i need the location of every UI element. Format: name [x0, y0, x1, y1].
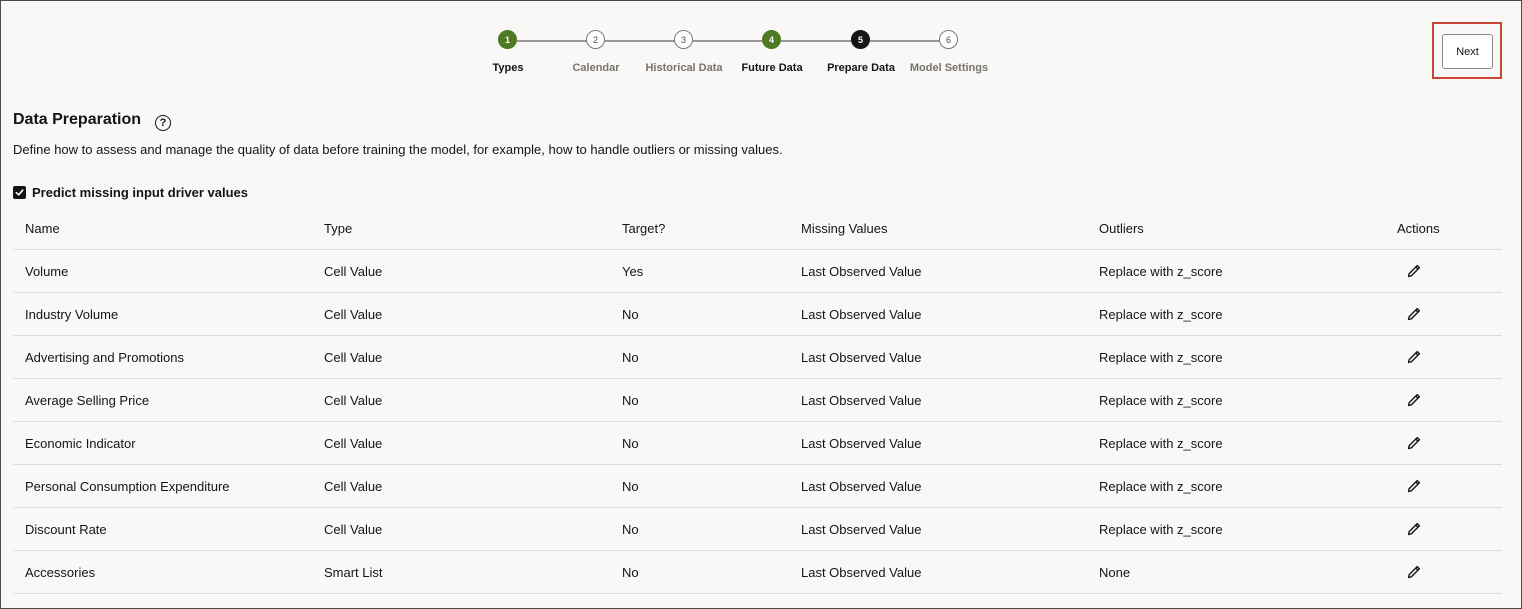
step-1-label[interactable]: Types [492, 62, 524, 74]
table-row [13, 335, 1502, 378]
cell-target: No [622, 392, 639, 408]
cell-missing-values: Last Observed Value [801, 349, 922, 365]
cell-outliers: Replace with z_score [1099, 263, 1223, 279]
column-header-outliers: Outliers [1099, 220, 1144, 236]
cell-target: No [622, 478, 639, 494]
step-5-marker[interactable]: 5 [851, 30, 870, 49]
page-description: Define how to assess and manage the quality of data before training the model, for example, how to handle outliers or missing values. [13, 142, 783, 157]
cell-outliers: Replace with z_score [1099, 521, 1223, 537]
checkmark-icon [15, 188, 24, 197]
table-row [13, 507, 1502, 550]
cell-missing-values: Last Observed Value [801, 263, 922, 279]
cell-name: Advertising and Promotions [25, 349, 184, 365]
cell-name: Economic Indicator [25, 435, 136, 451]
column-header-type: Type [324, 220, 353, 236]
cell-type: Smart List [324, 564, 383, 580]
predict-missing-checkbox-row[interactable] [13, 185, 248, 200]
step-2-marker[interactable]: 2 [586, 30, 605, 49]
cell-target: No [622, 564, 639, 580]
cell-outliers: None [1099, 564, 1131, 580]
cell-name: Discount Rate [25, 521, 107, 537]
page-title: Data Preparation [13, 111, 142, 128]
step-3-marker[interactable]: 3 [674, 30, 693, 49]
table-row [13, 292, 1502, 335]
cell-target: No [622, 435, 639, 451]
cell-name: Industry Volume [25, 306, 119, 322]
next-button[interactable]: Next [1442, 34, 1493, 69]
pencil-icon[interactable] [1406, 349, 1422, 365]
column-header-actions: Actions [1397, 220, 1440, 236]
cell-target: No [622, 349, 639, 365]
step-5-label[interactable]: Prepare Data [827, 62, 895, 74]
step-connector [693, 40, 763, 42]
pencil-icon[interactable] [1406, 306, 1422, 322]
predict-missing-checkbox[interactable] [13, 186, 26, 199]
table-row [13, 249, 1502, 292]
table-row [13, 550, 1502, 594]
table-row [13, 464, 1502, 507]
column-header-name: Name [25, 220, 60, 236]
table-row [13, 421, 1502, 464]
pencil-icon[interactable] [1406, 435, 1422, 451]
cell-type: Cell Value [324, 478, 383, 494]
cell-name: Accessories [25, 564, 96, 580]
cell-missing-values: Last Observed Value [801, 392, 922, 408]
step-6-label[interactable]: Model Settings [909, 62, 989, 74]
cell-outliers: Replace with z_score [1099, 306, 1223, 322]
pencil-icon[interactable] [1406, 564, 1422, 580]
cell-name: Personal Consumption Expenditure [25, 478, 230, 494]
data-preparation-table [13, 207, 1502, 594]
cell-missing-values: Last Observed Value [801, 521, 922, 537]
cell-type: Cell Value [324, 306, 383, 322]
cell-type: Cell Value [324, 435, 383, 451]
cell-missing-values: Last Observed Value [801, 306, 922, 322]
cell-missing-values: Last Observed Value [801, 478, 922, 494]
predict-missing-checkbox-label: Predict missing input driver values [32, 185, 249, 200]
column-header-missing-values: Missing Values [801, 220, 888, 236]
step-connector [517, 40, 587, 42]
cell-missing-values: Last Observed Value [801, 564, 922, 580]
cell-outliers: Replace with z_score [1099, 349, 1223, 365]
step-6-marker[interactable]: 6 [939, 30, 958, 49]
cell-target: No [622, 521, 639, 537]
wizard-stepper [1, 1, 1521, 101]
cell-type: Cell Value [324, 521, 383, 537]
pencil-icon[interactable] [1406, 478, 1422, 494]
cell-type: Cell Value [324, 349, 383, 365]
table-header-row [13, 207, 1502, 249]
cell-outliers: Replace with z_score [1099, 478, 1223, 494]
step-3-label[interactable]: Historical Data [645, 62, 723, 74]
cell-name: Average Selling Price [25, 392, 150, 408]
pencil-icon[interactable] [1406, 392, 1422, 408]
table-row [13, 378, 1502, 421]
cell-outliers: Replace with z_score [1099, 392, 1223, 408]
step-1-marker[interactable]: 1 [498, 30, 517, 49]
cell-type: Cell Value [324, 392, 383, 408]
table-body [13, 249, 1502, 594]
step-connector [781, 40, 852, 42]
step-4-label[interactable]: Future Data [741, 62, 803, 74]
cell-outliers: Replace with z_score [1099, 435, 1223, 451]
cell-target: Yes [622, 263, 644, 279]
cell-target: No [622, 306, 639, 322]
question-circle-icon[interactable]: ? [155, 115, 171, 131]
cell-missing-values: Last Observed Value [801, 435, 922, 451]
column-header-target: Target? [622, 220, 666, 236]
step-2-label[interactable]: Calendar [572, 62, 620, 74]
pencil-icon[interactable] [1406, 263, 1422, 279]
step-4-marker[interactable]: 4 [762, 30, 781, 49]
pencil-icon[interactable] [1406, 521, 1422, 537]
cell-name: Volume [25, 263, 69, 279]
step-connector [870, 40, 940, 42]
step-connector [605, 40, 675, 42]
cell-type: Cell Value [324, 263, 383, 279]
